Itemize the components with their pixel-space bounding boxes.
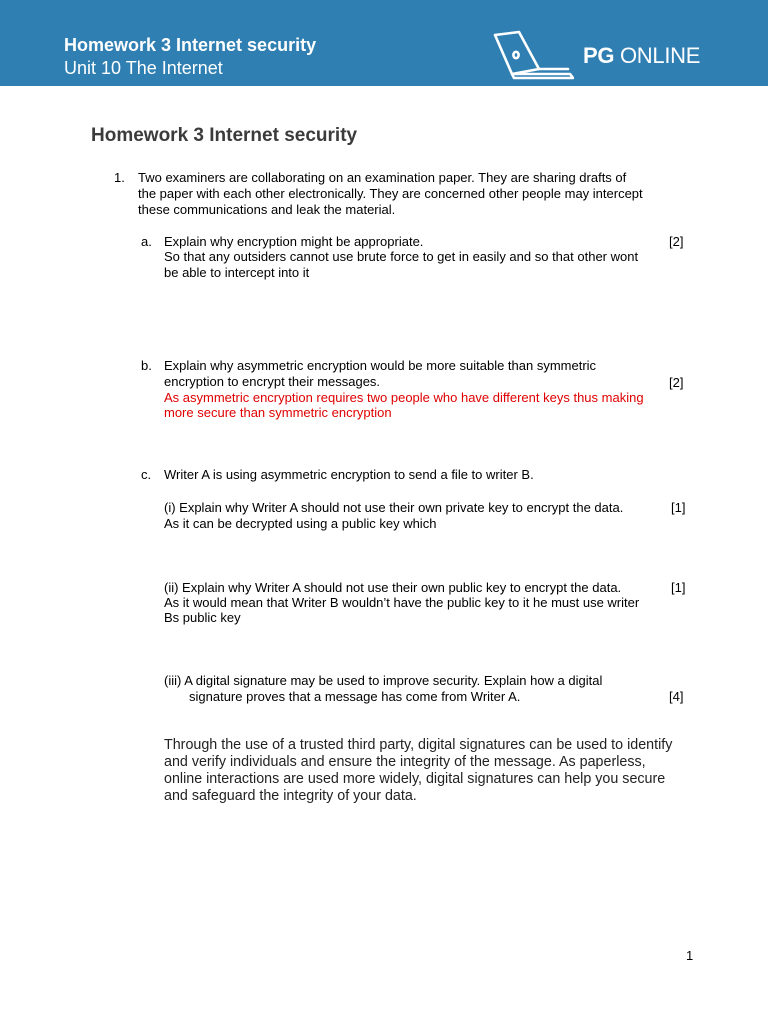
answer-line: So that any outsiders cannot use brute force to get in easily and so that other wont xyxy=(164,249,639,264)
subpart-question: (i) Explain why Writer A should not use their own private key to encrypt the data. xyxy=(164,500,624,515)
part-label: c. xyxy=(141,467,152,482)
answer-line: be able to intercept into it xyxy=(164,265,310,280)
brand-logo-text: PG ONLINE xyxy=(583,43,701,68)
part-question: Writer A is using asymmetric encryption to send a file to writer B. xyxy=(164,467,534,482)
answer-line: As it would mean that Writer B wouldn’t have the public key to it he must use writer xyxy=(164,595,640,610)
answer-line: more secure than symmetric encryption xyxy=(164,405,392,420)
subpart-question: (ii) Explain why Writer A should not use their own public key to encrypt the data. xyxy=(164,580,622,595)
part-question: Explain why asymmetric encryption would be more suitable than symmetric xyxy=(164,358,597,373)
part-label: a. xyxy=(141,234,152,249)
question-text-line: the paper with each other electronically. They are concerned other people may intercept xyxy=(138,186,643,201)
part-question: Explain why encryption might be appropriate. xyxy=(164,234,424,249)
question-number: 1. xyxy=(114,170,125,185)
marks-label: [1] xyxy=(671,580,686,595)
subpart-question: (iii) A digital signature may be used to improve security. Explain how a digital xyxy=(164,673,603,688)
question-text-line: Two examiners are collaborating on an examination paper. They are sharing drafts of xyxy=(138,170,627,185)
answer-line: As asymmetric encryption requires two people who have different keys thus making xyxy=(164,390,644,405)
marks-label: [2] xyxy=(669,234,684,249)
subpart-question: signature proves that a message has come from Writer A. xyxy=(189,689,521,704)
page-number: 1 xyxy=(686,948,694,963)
marks-label: [2] xyxy=(669,375,684,390)
answer-line: Bs public key xyxy=(164,610,241,625)
page-title: Homework 3 Internet security xyxy=(91,125,358,146)
question-text-line: these communications and leak the material. xyxy=(138,202,396,217)
header-subtitle: Unit 10 The Internet xyxy=(64,58,223,78)
part-label: b. xyxy=(141,358,152,373)
answer-line: As it can be decrypted using a public key which xyxy=(164,516,437,531)
marks-label: [1] xyxy=(671,500,686,515)
digital-signature-answer: Through the use of a trusted third party, digital signatures can be used to identify and verify individuals and ensure the integrity of the message. As paperless, online interactions are used more widely, digital signatures can help you secure and safeguard the integrity of your data. xyxy=(164,737,673,804)
laptop-logo-icon xyxy=(492,30,574,80)
header-title: Homework 3 Internet security xyxy=(64,35,317,55)
part-question: encryption to encrypt their messages. xyxy=(164,374,381,389)
marks-label: [4] xyxy=(669,689,684,704)
header-banner xyxy=(0,0,768,86)
